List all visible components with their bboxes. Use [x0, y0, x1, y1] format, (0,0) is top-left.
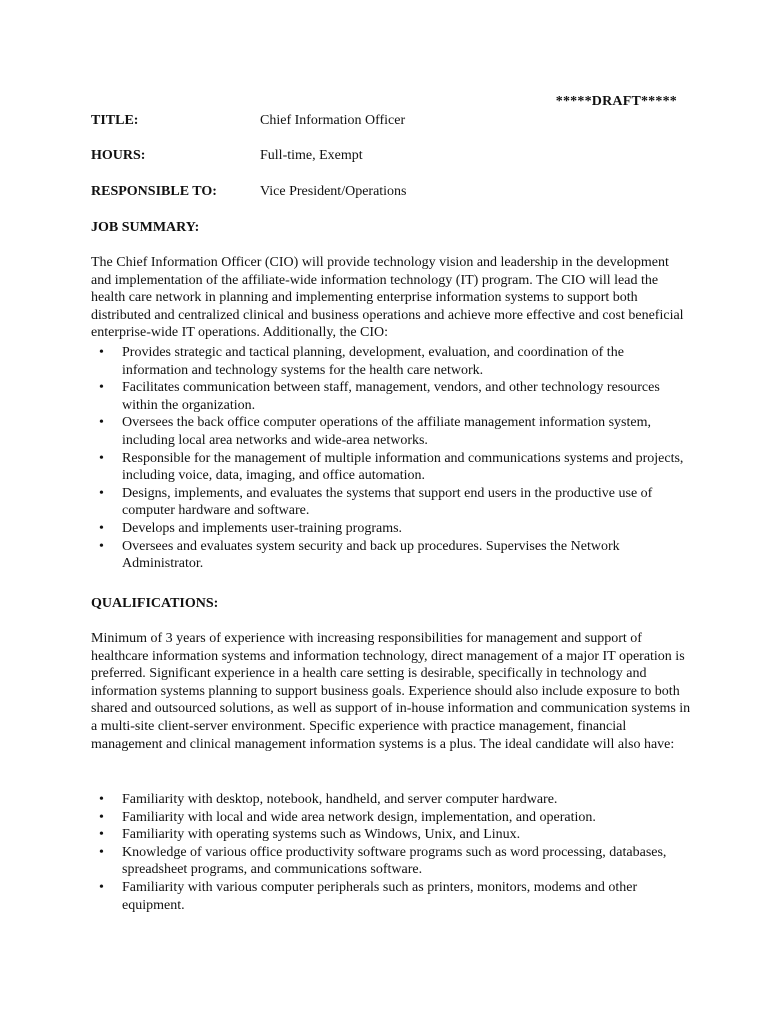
title-value: Chief Information Officer [260, 113, 406, 128]
qualifications-heading: QUALIFICATIONS: [91, 596, 219, 611]
list-item: • Familiarity with operating systems such as Windows, Unix, and Linux. [91, 826, 691, 844]
list-item: • Facilitates communication between staff, management, vendors, and other technology resources within the organization. [91, 379, 691, 414]
list-item: • Familiarity with desktop, notebook, handheld, and server computer hardware. [91, 791, 691, 809]
list-item: • Designs, implements, and evaluates the systems that support end users in the productive use of computer hardware and software. [91, 485, 691, 520]
list-item: • Provides strategic and tactical planning, development, evaluation, and coordination of the information and technology systems for the health care network. [91, 344, 691, 379]
list-item: • Familiarity with various computer peripherals such as printers, monitors, modems and other equipment. [91, 879, 691, 914]
draft-marker: *****DRAFT***** [555, 94, 677, 109]
list-item: • Knowledge of various office productivity software programs such as word processing, databases, spreadsheet programs, and communications software. [91, 844, 691, 879]
responsible-to-value: Vice President/Operations [260, 184, 407, 199]
qualifications-paragraph: Minimum of 3 years of experience with increasing responsibilities for management and support of healthcare information systems and information technology, direct management of a major IT operation is preferred. Significant experience in a health care setting is desirable, specifically in technology and information systems planning to support business goals. Experience should also include exposure to both shared and outsourced solutions, as well as support of in-house information and communication systems in a multi-site client-server environment. Specific experience with practice management, financial management and clinical management information systems is a plus. The ideal candidate will also have: [91, 631, 691, 752]
job-summary-list [91, 344, 691, 573]
list-item: • Oversees the back office computer operations of the affiliate management information system, including local area networks and wide-area networks. [91, 414, 691, 449]
list-item: • Oversees and evaluates system security and back up procedures. Supervises the Network Administrator. [91, 538, 691, 573]
hours-label: HOURS: [91, 148, 146, 163]
job-summary-heading: JOB SUMMARY: [91, 220, 200, 235]
list-item: • Responsible for the management of multiple information and communications systems and projects, including voice, data, imaging, and office automation. [91, 450, 691, 485]
responsible-to-label: RESPONSIBLE TO: [91, 184, 217, 199]
list-item: • Familiarity with local and wide area network design, implementation, and operation. [91, 809, 691, 827]
title-label: TITLE: [91, 113, 139, 128]
hours-value: Full-time, Exempt [260, 148, 363, 163]
job-summary-paragraph: The Chief Information Officer (CIO) will provide technology vision and leadership in the development and implementation of the affiliate-wide information technology (IT) program. The CIO will lead the health care network in planning and implementing enterprise information systems to support both distributed and centralized clinical and business operations and achieve more effective and cost beneficial enterprise-wide IT operations. Additionally, the CIO: [91, 255, 684, 341]
qualifications-list [91, 791, 691, 914]
list-item: • Develops and implements user-training programs. [91, 520, 691, 538]
